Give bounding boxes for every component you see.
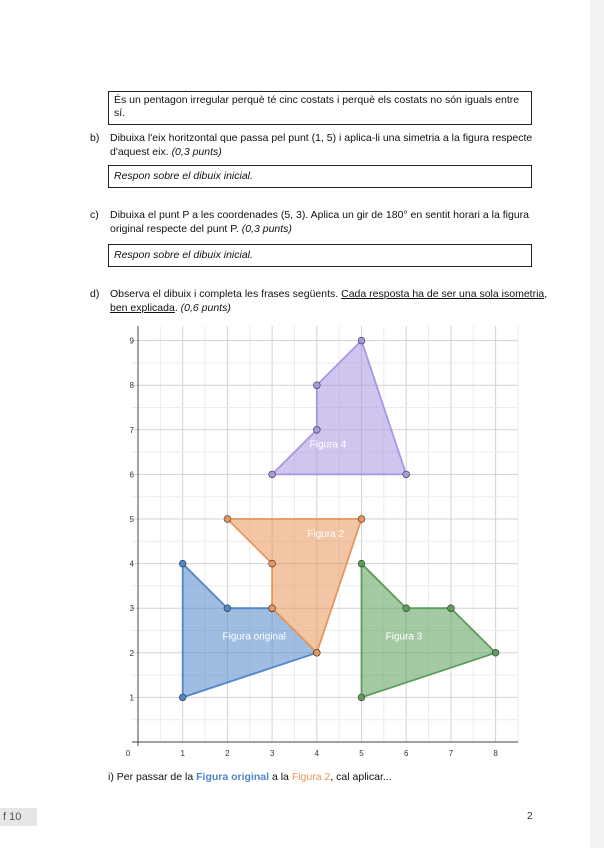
x-tick-label: 1 [180,749,185,756]
figure-vertex [448,605,455,612]
x-tick-label: 7 [448,749,454,756]
x-tick-label: 4 [314,749,320,756]
figure-vertex [313,426,320,433]
answer-b-text: Respon sobre el dibuix inicial. [114,170,253,182]
figure-vertex [269,605,276,612]
page-number: 2 [527,811,533,822]
figure-vertex [224,605,231,612]
bottom-fig-original: Figura original [196,771,270,783]
answer-c-text: Respon sobre el dibuix inicial. [114,249,253,261]
x-tick-label: 5 [359,749,364,756]
figure-label: Figura original [222,631,286,643]
question-c-text: Dibuixa el punt P a les coordenades (5, 3). Aplica un gir de 180° en sentit horari a la figura original respecte del punt P. [110,209,530,235]
question-b-points: (0,3 punts) [171,146,222,158]
x-tick-label: 3 [269,749,275,756]
y-tick-label: 6 [129,470,134,480]
question-b [90,131,540,161]
question-d-i [108,771,392,783]
question-d-label: d) [90,288,100,300]
question-b-label: b) [90,132,100,144]
figure-label: Figura 3 [385,631,423,643]
answer-box-c [108,244,532,267]
x-tick-label: 6 [403,749,409,756]
figure-vertex [403,471,410,478]
y-tick-label: 2 [129,648,134,658]
question-c-points: (0,3 punts) [241,223,292,235]
figure-vertex [358,560,365,567]
y-tick-label: 5 [129,515,134,524]
figure-vertex [358,337,365,344]
answer-a-text: És un pentagon irregular perquè té cinc costats i perquè els costats no són iguals entre sí. [114,94,520,119]
question-d-text: Observa el dibuix i completa les frases següents. [110,288,342,300]
figure-vertex [358,516,365,523]
question-b-text: Dibuixa l'eix horitzontal que passa pel punt (1, 5) i aplica-li una simetria a la figura respecte d'aquest eix. [110,132,533,158]
y-tick-label: 9 [129,336,134,346]
question-d-points: (0,6 punts) [180,302,231,314]
figure-vertex [313,649,320,656]
y-tick-label: 7 [129,425,134,435]
y-tick-label: 1 [129,693,134,703]
question-d-end: . [174,302,181,314]
figure-vertex [269,560,276,567]
coordinate-plot [112,326,524,756]
question-c-label: c) [90,209,99,221]
y-tick-label: 3 [129,604,134,614]
question-d-underline-1: Cada resposta ha de ser una sola isometria [341,288,545,300]
figure-vertex [224,516,231,523]
y-tick-label: 4 [129,559,134,569]
question-d-underline-2: ben explicada [110,302,175,314]
figure-vertex [358,694,365,701]
figure-vertex [269,471,276,478]
answer-box-a [108,91,532,125]
figure-vertex [492,649,499,656]
bottom-prefix: i) Per passar de la [108,771,197,783]
figure-vertex [179,560,186,567]
bottom-suffix: , cal aplicar... [330,771,392,783]
question-d [90,287,548,317]
figure-vertex [403,605,410,612]
question-c [90,208,540,238]
coordinate-plot-svg [112,326,524,756]
bottom-fig2: Figura 2 [291,771,331,783]
figure-label: Figura 2 [307,528,345,540]
x-tick-label: 0 [125,749,131,756]
x-tick-label: 8 [493,749,498,756]
question-d-sep: , [544,288,548,300]
figure-vertex [179,694,186,701]
y-tick-label: 8 [129,381,134,391]
page-of-indicator: f 10 [0,808,37,826]
figure-label: Figura 4 [309,439,347,451]
answer-box-b [108,165,532,188]
figure-vertex [313,382,320,389]
bottom-mid: a la [269,771,292,783]
x-tick-label: 2 [225,749,230,756]
